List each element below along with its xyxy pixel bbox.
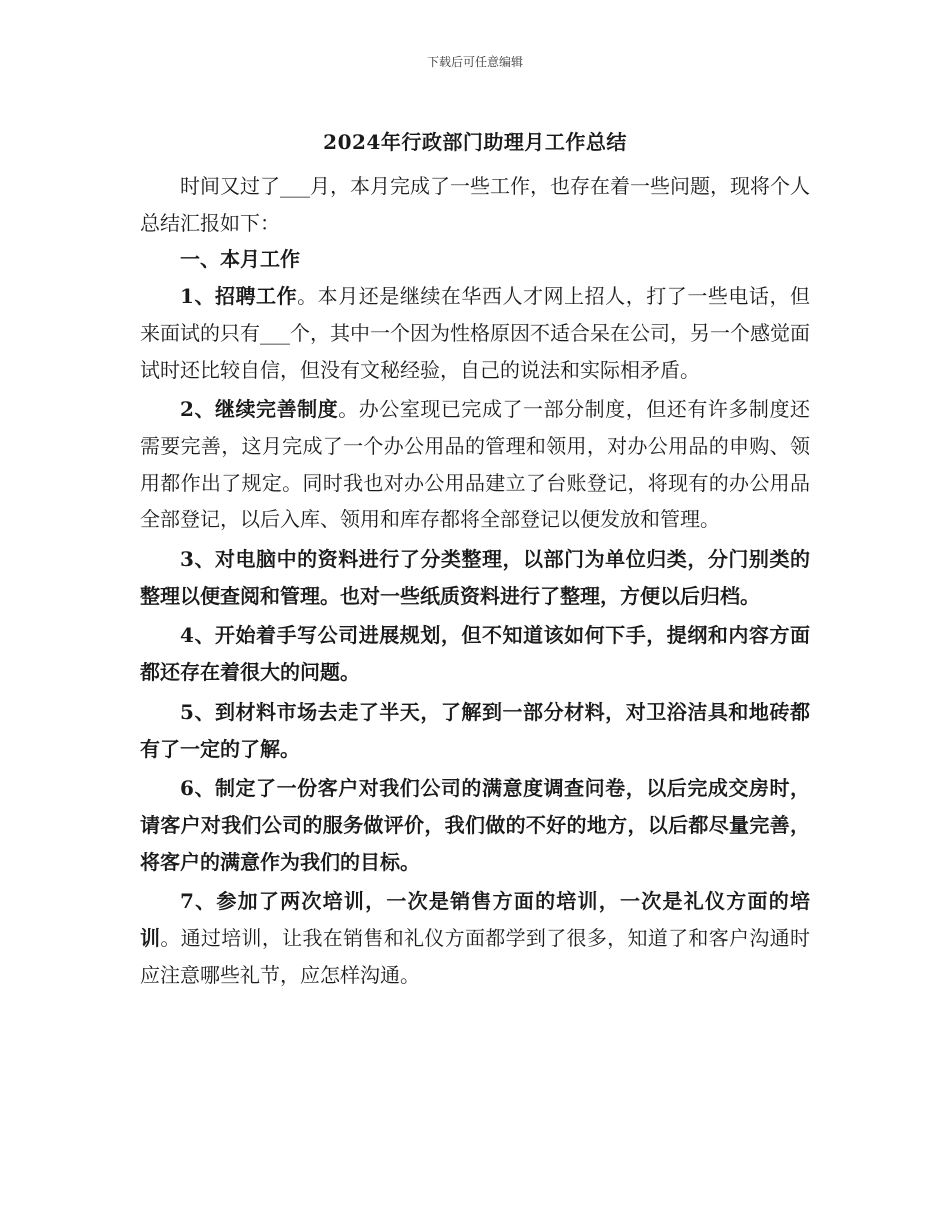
work-item-3 <box>140 541 810 614</box>
work-item-1 <box>140 278 810 388</box>
work-item-7 <box>140 883 810 993</box>
work-item-2 <box>140 391 810 538</box>
work-item-lead: 5、到材料市场去走了半天，了解到一部分材料，对卫浴洁具和地砖都有了一定的了解。 <box>140 699 810 761</box>
section-heading: 一、本月工作 <box>180 247 300 272</box>
work-item-lead: 2、继续完善制度 <box>180 397 339 422</box>
document-title: 2024年行政部门助理月工作总结 <box>323 130 627 154</box>
work-item-lead: 4、开始着手写公司进展规划，但不知道该如何下手，提纲和内容方面都还存在着很大的问题。 <box>140 623 810 685</box>
work-item-4 <box>140 617 810 690</box>
work-item-lead: 7、参加了两次培训，一次是销售方面的培训，一次是礼仪方面的培训 <box>140 889 810 951</box>
document-body <box>140 168 810 993</box>
work-item-text: 。本月还是继续在华西人才网上招人，打了一些电话，但来面试的只有___个，其中一个因为性格原因不适合呆在公司，另一个感觉面试时还比较自信，但没有文秘经验，自己的说法和实际相矛盾。 <box>140 284 811 382</box>
work-item-5 <box>140 694 810 767</box>
intro-paragraph: 时间又过了___月，本月完成了一些工作，也存在着一些问题，现将个人总结汇报如下： <box>140 174 810 235</box>
work-item-lead: 3、对电脑中的资料进行了分类整理，以部门为单位归类，分门别类的整理以便查阅和管理。也对一些纸质资料进行了整理，方便以后归档。 <box>140 547 810 608</box>
work-item-text: 。办公室现已完成了一部分制度，但还有许多制度还需要完善，这月完成了一个办公用品的管理和领用，对办公用品的申购、领用都作出了规定。同时我也对办公用品建立了台账登记，将现有的办公用品全部登记，以后入库、领用和库存都将全部登记以便发放和管理。 <box>140 397 811 532</box>
work-item-6 <box>140 770 810 880</box>
work-item-text: 。通过培训，让我在销售和礼仪方面都学到了很多，知道了和客户沟通时应注意哪些礼节，应怎样沟通。 <box>140 926 810 987</box>
page-header-note: 下载后可任意编辑 <box>426 55 523 69</box>
work-item-lead: 1、招聘工作 <box>180 284 298 309</box>
work-item-lead: 6、制定了一份客户对我们公司的满意度调查问卷，以后完成交房时，请客户对我们公司的服务做评价，我们做的不好的地方，以后都尽量完善，将客户的满意作为我们的目标。 <box>140 776 810 874</box>
